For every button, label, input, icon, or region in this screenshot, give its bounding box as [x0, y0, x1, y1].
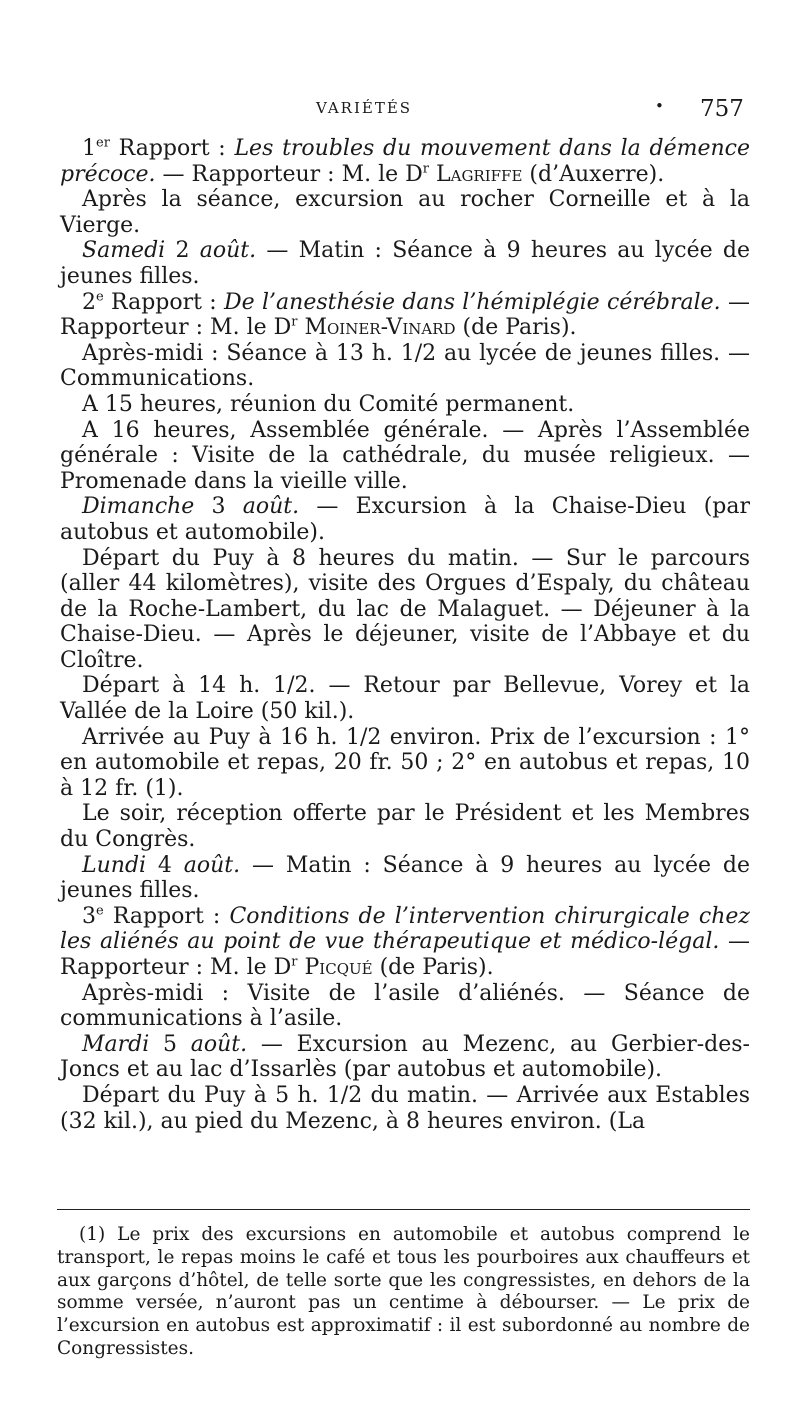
text-run: — Matin : Séance à 9 heures au lycée de jeunes filles. — [60, 852, 750, 904]
text-run: 2 — [165, 238, 200, 264]
italic-text: août. — [199, 238, 257, 264]
paragraph — [60, 187, 750, 238]
paragraph — [60, 1032, 750, 1083]
paragraph — [60, 853, 750, 904]
page-header — [0, 96, 800, 129]
text-run: Départ du Puy à 5 h. 1/2 du matin. — Arrivée aux Estables (32 kil.), au pied du Mezenc, à 8 heures environ. (La — [60, 1082, 750, 1134]
superscript: r — [291, 954, 298, 970]
text-run: Départ du Puy à 8 heures du matin. — Sur le parcours (aller 44 kilomètres), visite des Orgues d’Espaly, du château de la Roche-Lambert, du lac de Malaguet. — Déjeuner à la Chaise-Dieu. — Après le déjeuner, visite de l’Abbaye et du Cloître. — [60, 545, 750, 673]
paragraph — [60, 546, 750, 674]
italic-text: Les troubles du mouvement dans la démence précoce. — [60, 136, 750, 187]
text-run: (d’Auxerre). — [522, 161, 665, 187]
paragraph — [60, 494, 750, 545]
text-run: Après-midi : Visite de l’asile d’aliénés. — Séance de communications à l’asile. — [60, 980, 750, 1032]
text-run: — Rapporteur : M. le D — [155, 161, 423, 187]
body-text — [60, 136, 750, 1134]
paragraph — [60, 725, 750, 802]
author-name: Lagriffe — [436, 161, 523, 187]
text-run: 2 — [82, 289, 96, 315]
footnote — [57, 1224, 750, 1361]
footnote-text: (1) Le prix des excursions en automobile et autobus comprend le transport, le repas moins le café et tous les pourboires aux chauffeurs et aux garçons d’hôtel, de telle sorte que les congressistes, en dehors de la somme versée, n’auront pas un centime à débourser. — Le prix de l’excursion en autobus est approximatif : il est subordonné au nombre de Congressistes. — [57, 1224, 750, 1359]
text-run: 3 — [194, 494, 243, 520]
text-run: — Rapporteur : M. le D — [60, 289, 750, 341]
text-run: Le soir, réception offerte par le Président et les Membres du Congrès. — [60, 801, 750, 853]
italic-text: Mardi — [82, 1031, 150, 1057]
italic-text: Dimanche — [82, 494, 195, 520]
running-title: VARIÉTÉS — [316, 99, 413, 117]
text-run: 4 — [146, 852, 184, 878]
header-ornament: • — [655, 97, 664, 115]
paragraph — [60, 801, 750, 852]
superscript: er — [96, 135, 110, 151]
text-run: — Rapporteur : M. le D — [60, 929, 750, 980]
text-run: Arrivée au Puy à 16 h. 1/2 environ. Prix de l’excursion : 1° en automobile et repas, 20 fr. 50 ; 2° en autobus et repas, 10 à 12 fr. (1). — [60, 724, 750, 801]
text-run: Rapport : — [103, 289, 225, 315]
text-run: 1 — [82, 136, 96, 161]
text-run — [429, 162, 436, 187]
paragraph — [60, 981, 750, 1032]
text-run: A 15 heures, réunion du Comité permanent. — [82, 391, 575, 417]
paragraph — [60, 290, 750, 341]
superscript: r — [422, 161, 429, 177]
text-run: A 16 heures, Assemblée générale. — Après l’Assemblée générale : Visite de la cathédrale, du musée religieux. — Promenade dans la vieille ville. — [60, 417, 750, 494]
text-run: Rapport : — [103, 903, 230, 929]
superscript: r — [291, 314, 298, 330]
paragraph — [60, 904, 750, 981]
italic-text: Conditions de l’intervention chirurgicale chez les aliénés au point de vue thérapeutique et médico-légal. — [60, 903, 750, 955]
text-run: — Excursion au Mezenc, au Gerbier-des-Joncs et au lac d’Issarlès (par autobus et automobile). — [60, 1031, 750, 1083]
italic-text: août. — [183, 852, 241, 878]
italic-text: De l’anesthésie dans l’hémiplégie cérébrale. — [224, 289, 721, 315]
paragraph — [60, 418, 750, 495]
italic-text: Lundi — [82, 852, 147, 878]
page-number: 757 — [700, 96, 744, 122]
paragraph — [60, 238, 750, 289]
text-run: Rapport : — [109, 136, 235, 161]
author-name: Picqué — [304, 955, 373, 980]
paragraph — [60, 136, 750, 187]
text-run: — Excursion à la Chaise-Dieu (par autobus et automobile). — [60, 494, 750, 545]
italic-text: août. — [242, 494, 300, 520]
text-run: (de Paris). — [455, 315, 577, 341]
paragraph — [60, 1083, 750, 1134]
footnote-rule — [57, 1209, 750, 1210]
text-run: (de Paris). — [372, 955, 494, 980]
text-run: Après-midi : Séance à 13 h. 1/2 au lycée de jeunes filles. — Communications. — [60, 340, 750, 392]
paragraph — [60, 392, 750, 418]
text-run: Après la séance, excursion au rocher Corneille et à la Vierge. — [60, 187, 750, 238]
text-run: 5 — [149, 1031, 191, 1057]
superscript: e — [96, 289, 104, 305]
italic-text: Samedi — [82, 238, 166, 264]
superscript: e — [96, 903, 104, 919]
italic-text: août. — [190, 1031, 248, 1057]
text-run: Départ à 14 h. 1/2. — Retour par Bellevue, Vorey et la Vallée de la Loire (50 kil.). — [60, 673, 750, 725]
paragraph — [60, 341, 750, 392]
paragraph — [60, 673, 750, 724]
text-run: 3 — [82, 903, 96, 929]
text-run: — Matin : Séance à 9 heures au lycée de jeunes filles. — [60, 238, 750, 289]
author-name: Moiner-Vinard — [304, 315, 456, 341]
